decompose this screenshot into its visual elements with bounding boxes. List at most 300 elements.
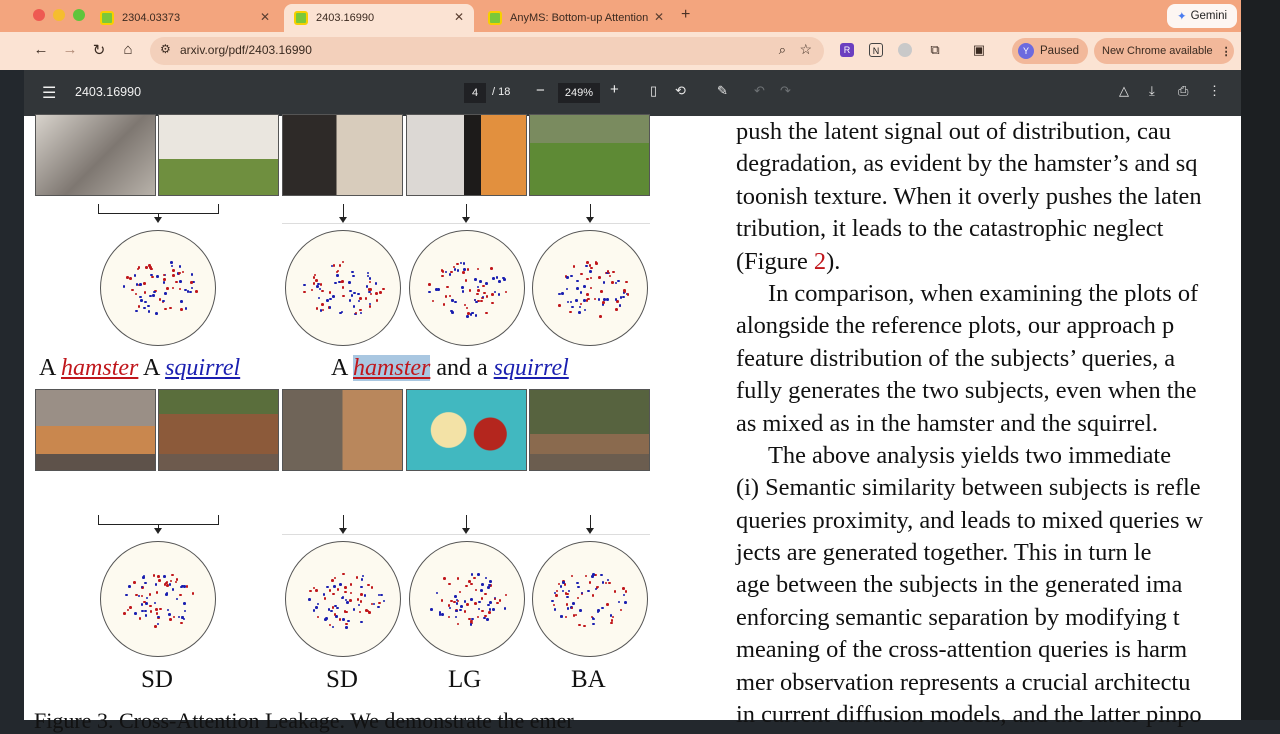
scatter-point	[578, 311, 581, 314]
body-line: queries proximity, and leads to mixed queries w	[736, 506, 1204, 534]
scatter-point	[333, 264, 336, 267]
scatter-point	[457, 600, 460, 603]
rotate-icon[interactable]: ⟲	[675, 83, 686, 98]
query-scatter-plot	[100, 230, 216, 346]
scatter-point	[464, 610, 467, 613]
figure-image-squirrel	[158, 389, 279, 471]
scatter-point	[137, 268, 140, 271]
scatter-point	[158, 579, 161, 582]
scatter-point	[592, 623, 595, 626]
query-scatter-plot	[409, 541, 525, 657]
arrow-line	[343, 515, 344, 529]
scatter-point	[606, 603, 609, 606]
scatter-point	[145, 266, 148, 269]
hamster-word-highlighted[interactable]: hamster	[353, 355, 431, 381]
figure-image-hamster-squirrel-ba	[529, 389, 650, 471]
url-text: arxiv.org/pdf/2403.16990	[180, 43, 312, 57]
kebab-menu-icon[interactable]: ⋮	[1220, 45, 1232, 58]
scatter-point	[352, 275, 355, 278]
scatter-point	[144, 301, 147, 304]
scatter-point	[491, 293, 494, 296]
scatter-point	[455, 616, 458, 619]
scatter-point	[459, 591, 462, 594]
address-bar[interactable]	[150, 37, 824, 65]
download-icon[interactable]: ⤓	[1149, 83, 1155, 98]
scatter-point	[375, 292, 378, 295]
scatter-point	[308, 598, 311, 601]
scatter-point	[555, 594, 558, 597]
scatter-point	[135, 293, 138, 296]
scatter-point	[168, 613, 171, 616]
back-arrow-icon[interactable]: ←	[33, 41, 49, 58]
scatter-point	[351, 294, 354, 297]
scatter-point	[383, 600, 386, 603]
scatter-point	[446, 286, 449, 289]
scatter-point	[461, 286, 464, 289]
scatter-point	[551, 600, 554, 603]
scatter-point	[358, 604, 361, 607]
scatter-point	[326, 299, 329, 302]
scatter-point	[569, 311, 572, 314]
figure-caption: Figure 3. Cross-Attention Leakage. We demonstrate the emer	[34, 708, 574, 733]
drive-save-icon[interactable]: △	[1119, 83, 1129, 98]
scatter-point	[179, 280, 182, 283]
scatter-point	[610, 622, 613, 625]
scatter-point	[580, 303, 583, 306]
scatter-point	[331, 265, 334, 268]
article-word: A	[39, 355, 56, 381]
scatter-point	[570, 301, 573, 304]
scatter-point	[313, 282, 316, 285]
body-line: feature distribution of the subjects’ queries, a	[736, 344, 1176, 372]
conjunction-text: and a	[436, 355, 488, 381]
scatter-point	[586, 278, 589, 281]
scatter-point	[192, 592, 195, 595]
scatter-point	[135, 310, 138, 313]
scatter-point	[359, 611, 362, 614]
scatter-point	[315, 279, 318, 282]
query-scatter-plot	[409, 230, 525, 346]
scatter-point	[469, 289, 472, 292]
scatter-point	[156, 591, 159, 594]
scatter-point	[138, 305, 141, 308]
scatter-point	[473, 577, 476, 580]
scatter-point	[336, 274, 339, 277]
scatter-point	[342, 261, 345, 264]
arrow-head	[154, 217, 162, 223]
query-scatter-plot	[285, 541, 401, 657]
scatter-point	[348, 281, 351, 284]
scatter-point	[362, 575, 365, 578]
arxiv-favicon-icon	[294, 11, 308, 25]
arrow-line	[590, 515, 591, 529]
scatter-point	[165, 593, 168, 596]
article-word: A	[331, 355, 348, 381]
scatter-point	[589, 270, 592, 273]
scatter-point	[156, 612, 159, 615]
scatter-point	[353, 292, 356, 295]
query-scatter-plot	[100, 541, 216, 657]
body-line: fully generates the two subjects, even when the	[736, 377, 1197, 405]
scatter-point	[320, 283, 323, 286]
figure-ref-link[interactable]: 2	[813, 247, 827, 275]
scatter-point	[355, 312, 358, 315]
scatter-point	[496, 276, 499, 279]
scatter-point	[166, 287, 169, 290]
scatter-point	[624, 601, 627, 604]
scatter-point	[428, 291, 431, 294]
scatter-point	[600, 574, 603, 577]
scatter-point	[485, 282, 488, 285]
scatter-point	[566, 593, 569, 596]
scatter-point	[577, 597, 580, 600]
scatter-point	[154, 625, 157, 628]
close-tab-icon[interactable]: ✕	[453, 10, 464, 24]
scatter-point	[316, 285, 319, 288]
scatter-point	[561, 292, 564, 295]
undo-icon[interactable]: ↶	[754, 83, 765, 98]
tab-title: 2403.16990	[316, 12, 375, 24]
scatter-point	[345, 626, 348, 629]
close-window-button[interactable]	[33, 9, 45, 21]
scatter-point	[576, 582, 579, 585]
update-chrome-button[interactable]	[1094, 38, 1234, 64]
scatter-point	[303, 284, 306, 287]
scatter-point	[151, 276, 154, 279]
scatter-point	[332, 295, 335, 298]
scatter-point	[184, 610, 187, 613]
figure-image-puppy	[158, 114, 279, 196]
home-icon[interactable]: ⌂	[123, 41, 133, 58]
scatter-point	[320, 309, 323, 312]
scatter-point	[144, 610, 147, 613]
scatter-point	[146, 597, 149, 600]
scatter-point	[584, 309, 587, 312]
scatter-point	[499, 599, 502, 602]
column-label-sd: SD	[141, 666, 173, 693]
scatter-point	[349, 290, 352, 293]
scatter-point	[484, 615, 487, 618]
scatter-point	[371, 586, 374, 589]
scatter-point	[567, 607, 570, 610]
scatter-point	[623, 594, 626, 597]
scatter-point	[180, 622, 183, 625]
scatter-point	[457, 269, 460, 272]
scatter-point	[170, 580, 173, 583]
scatter-point	[367, 584, 370, 587]
scatter-point	[487, 586, 490, 589]
body-line: degradation, as evident by the hamster’s and sq	[736, 150, 1198, 178]
close-tab-icon[interactable]: ✕	[259, 10, 270, 24]
scatter-point	[129, 277, 132, 280]
scatter-point	[435, 288, 438, 291]
scatter-point	[173, 616, 176, 619]
scatter-point	[477, 268, 480, 271]
scatter-point	[324, 597, 327, 600]
scatter-point	[150, 610, 153, 613]
scatter-point	[462, 271, 465, 274]
scatter-point	[191, 273, 194, 276]
scatter-point	[592, 617, 595, 620]
zoom-out-icon[interactable]: −	[536, 82, 545, 99]
scatter-point	[575, 299, 578, 302]
tab-2304-03373[interactable]	[90, 4, 280, 32]
fit-page-icon[interactable]: ▯	[650, 83, 658, 98]
scatter-point	[368, 611, 371, 614]
scatter-point	[577, 586, 580, 589]
scatter-point	[624, 291, 627, 294]
scatter-point	[342, 573, 345, 576]
scatter-point	[470, 583, 473, 586]
body-line: In comparison, when examining the plots of	[768, 279, 1199, 307]
scatter-point	[143, 282, 146, 285]
scatter-point	[481, 597, 484, 600]
scatter-point	[560, 585, 563, 588]
scatter-point	[329, 298, 332, 301]
scatter-point	[480, 589, 483, 592]
extensions-puzzle-icon[interactable]: ⧉	[930, 42, 940, 57]
scatter-point	[349, 599, 352, 602]
scatter-point	[445, 271, 448, 274]
scatter-point	[321, 290, 324, 293]
scatter-point	[471, 618, 474, 621]
scatter-point	[496, 602, 499, 605]
close-tab-icon[interactable]: ✕	[653, 10, 664, 24]
scatter-point	[169, 307, 172, 310]
scatter-point	[602, 581, 605, 584]
separator-line	[282, 223, 650, 224]
arrow-line	[343, 204, 344, 218]
scatter-point	[482, 285, 485, 288]
scatter-point	[179, 265, 182, 268]
scatter-point	[183, 602, 186, 605]
scatter-point	[332, 593, 335, 596]
scatter-point	[594, 574, 597, 577]
scatter-point	[578, 624, 581, 627]
zoom-magnifier-icon[interactable]: ⌕	[778, 42, 786, 57]
scatter-point	[329, 624, 332, 627]
scatter-point	[576, 280, 579, 283]
scatter-point	[333, 585, 336, 588]
zoom-in-icon[interactable]: +	[610, 81, 619, 98]
scatter-point	[441, 275, 444, 278]
scatter-point	[380, 594, 383, 597]
tab-2403-16990[interactable]	[284, 4, 474, 32]
scatter-point	[566, 596, 569, 599]
gemini-button[interactable]	[1167, 4, 1237, 28]
scatter-point	[590, 287, 593, 290]
scatter-point	[154, 602, 157, 605]
site-info-icon[interactable]: ⚙	[160, 42, 171, 56]
extension-r-icon[interactable]: R	[840, 43, 854, 57]
scatter-point	[484, 593, 487, 596]
scatter-point	[625, 590, 628, 593]
scatter-point	[378, 602, 381, 605]
scatter-point	[476, 293, 479, 296]
scatter-point	[172, 588, 175, 591]
scatter-point	[475, 589, 478, 592]
scatter-point	[587, 590, 590, 593]
paper-body-text	[736, 116, 1241, 731]
figure-image-hamster-squirrel-lg	[406, 389, 527, 471]
scatter-point	[468, 580, 471, 583]
scatter-point	[179, 594, 182, 597]
scatter-point	[317, 603, 320, 606]
scatter-point	[139, 283, 142, 286]
new-tab-icon[interactable]: +	[681, 6, 691, 23]
scatter-point	[178, 272, 181, 275]
scatter-point	[316, 307, 319, 310]
scatter-point	[454, 301, 457, 304]
scatter-point	[322, 309, 325, 312]
more-options-icon[interactable]: ⋮	[1208, 83, 1221, 98]
profile-avatar: Y	[1018, 43, 1034, 59]
scatter-point	[321, 303, 324, 306]
scatter-point	[466, 307, 469, 310]
scatter-point	[341, 280, 344, 283]
scatter-point	[332, 626, 335, 629]
scatter-point	[590, 277, 593, 280]
scatter-point	[128, 585, 131, 588]
scatter-point	[463, 268, 466, 271]
scatter-point	[615, 308, 618, 311]
scatter-point	[445, 295, 448, 298]
column-label-sd: SD	[326, 666, 358, 693]
scatter-point	[571, 575, 574, 578]
scatter-point	[554, 608, 557, 611]
reload-icon[interactable]: ↻	[92, 42, 106, 59]
profile-button[interactable]	[1012, 38, 1088, 64]
redo-icon[interactable]: ↷	[780, 83, 791, 98]
figure-image-hamster-squirrel-sd	[282, 389, 403, 471]
annotate-pen-icon[interactable]: ✎	[717, 83, 728, 98]
tab-anyms[interactable]	[478, 4, 674, 32]
forward-arrow-icon[interactable]: →	[62, 41, 78, 58]
scatter-point	[149, 593, 152, 596]
scatter-point	[441, 269, 444, 272]
scatter-point	[313, 609, 316, 612]
scatter-point	[450, 310, 453, 313]
scatter-point	[180, 300, 183, 303]
scatter-point	[485, 577, 488, 580]
scatter-point	[489, 580, 492, 583]
scatter-point	[145, 614, 148, 617]
scatter-point	[477, 286, 480, 289]
scatter-point	[620, 609, 623, 612]
scatter-point	[342, 286, 345, 289]
scatter-point	[459, 609, 462, 612]
scatter-point	[359, 297, 362, 300]
scatter-point	[361, 578, 364, 581]
extension-cloud-icon[interactable]	[898, 43, 912, 57]
scatter-point	[605, 582, 608, 585]
scatter-point	[353, 305, 356, 308]
scatter-point	[339, 264, 342, 267]
scatter-point	[565, 616, 568, 619]
scatter-point	[617, 280, 620, 283]
body-line: meaning of the cross-attention queries is harm	[736, 636, 1188, 664]
scatter-point	[317, 616, 320, 619]
arxiv-favicon-icon	[100, 11, 114, 25]
scatter-point	[143, 601, 146, 604]
scatter-point	[133, 581, 136, 584]
body-line: in current diffusion models, and the latter pinpo	[736, 701, 1202, 729]
bookmark-star-icon[interactable]: ☆	[799, 41, 812, 57]
scatter-point	[478, 601, 481, 604]
zoom-level-input[interactable]: 249%	[558, 83, 600, 103]
scatter-point	[344, 586, 347, 589]
scatter-point	[482, 296, 485, 299]
hamburger-menu-icon[interactable]: ☰	[42, 85, 57, 102]
scatter-point	[185, 307, 188, 310]
scatter-point	[589, 581, 592, 584]
maximize-window-button[interactable]	[73, 9, 85, 21]
print-icon[interactable]: ⎙	[1178, 83, 1189, 98]
scatter-point	[485, 312, 488, 315]
scatter-point	[356, 576, 359, 579]
body-line: mer observation represents a crucial architectu	[736, 668, 1191, 696]
hamster-word: hamster	[61, 355, 139, 381]
scatter-point	[602, 301, 605, 304]
arrow-line	[590, 204, 591, 218]
scatter-point	[492, 277, 495, 280]
scatter-point	[441, 613, 444, 616]
scatter-point	[342, 295, 345, 298]
page-total: / 18	[492, 86, 511, 98]
scatter-point	[360, 593, 363, 596]
scatter-point	[474, 602, 477, 605]
scatter-point	[334, 577, 337, 580]
page-number-input[interactable]: 4	[464, 83, 486, 103]
scatter-point	[326, 586, 329, 589]
screen-cast-icon[interactable]: ▣	[972, 42, 986, 57]
scatter-point	[467, 268, 470, 271]
arxiv-favicon-icon	[488, 11, 502, 25]
scatter-point	[350, 583, 353, 586]
scatter-point	[153, 574, 156, 577]
scatter-point	[159, 608, 162, 611]
extension-notion-icon[interactable]: N	[869, 43, 883, 57]
scatter-point	[463, 262, 466, 265]
scatter-point	[505, 291, 508, 294]
scatter-point	[163, 575, 166, 578]
scatter-point	[123, 612, 126, 615]
article-word: A	[143, 355, 160, 381]
tab-strip	[0, 0, 1241, 32]
scatter-point	[479, 280, 482, 283]
scatter-point	[144, 291, 147, 294]
scatter-point	[599, 315, 602, 318]
scatter-point	[345, 623, 348, 626]
scatter-point	[329, 306, 332, 309]
scatter-point	[334, 282, 337, 285]
scatter-point	[553, 604, 556, 607]
scatter-point	[587, 298, 590, 301]
gemini-sparkle-icon: ✦	[1176, 11, 1187, 23]
scatter-point	[454, 268, 457, 271]
scatter-point	[142, 576, 145, 579]
scatter-point	[366, 285, 369, 288]
squirrel-word: squirrel	[165, 355, 241, 381]
arrow-line	[466, 204, 467, 218]
scatter-point	[580, 273, 583, 276]
scatter-point	[139, 617, 142, 620]
scatter-point	[502, 277, 505, 280]
minimize-window-button[interactable]	[53, 9, 65, 21]
body-line: The above analysis yields two immediate	[768, 441, 1172, 469]
scatter-point	[455, 610, 458, 613]
body-line: alongside the reference plots, our approach p	[736, 312, 1175, 340]
